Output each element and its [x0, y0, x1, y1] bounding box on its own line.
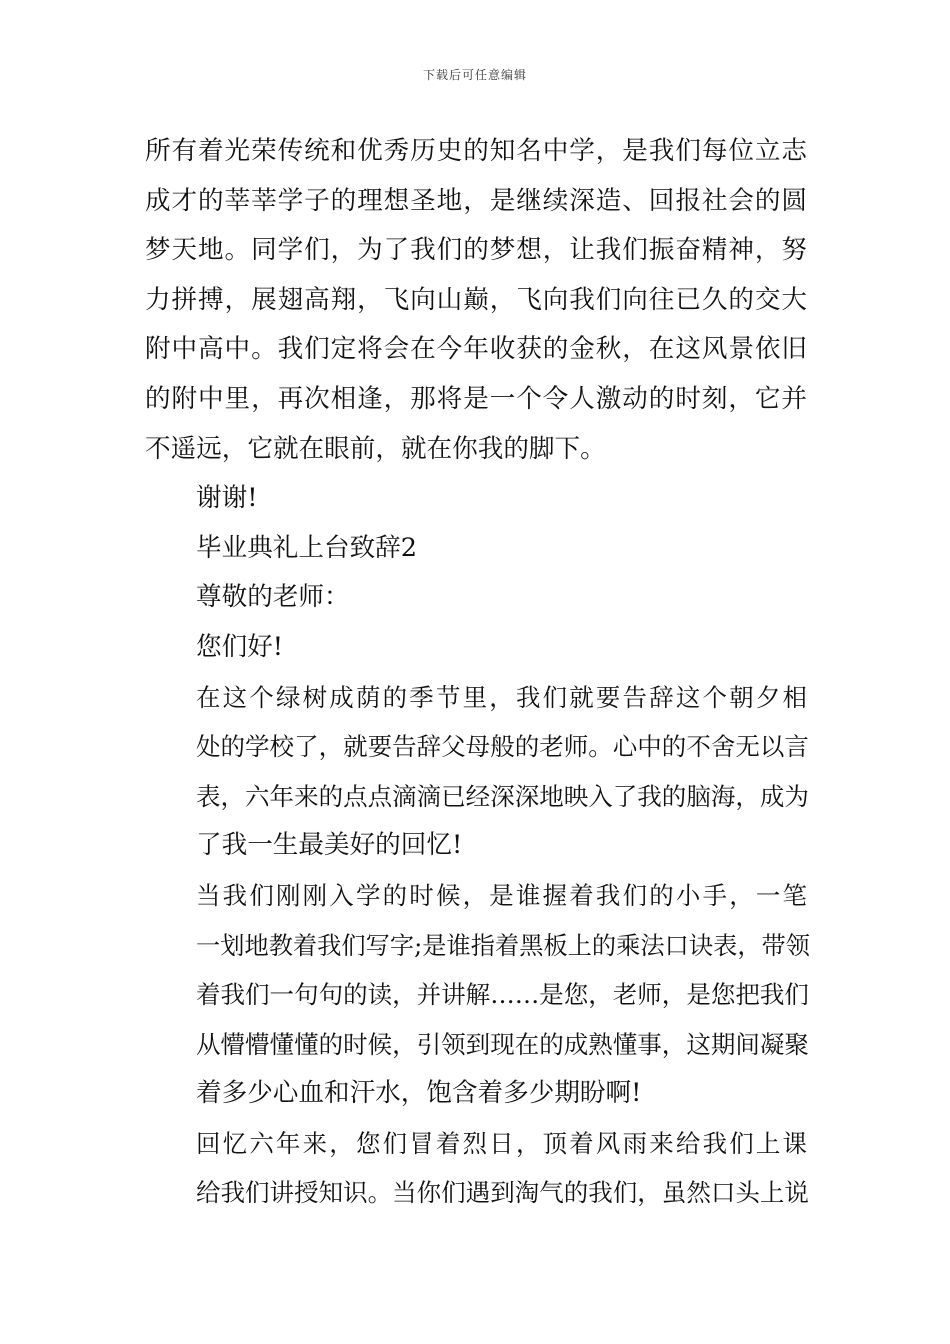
text-line: 附中高中。我们定将会在今年收获的金秋，在这风景依旧 [145, 334, 807, 365]
text-line: 力拼搏，展翅高翔，飞向山巅，飞向我们向往已久的交大 [145, 284, 807, 315]
document-body [145, 127, 811, 1218]
text-line: 给我们讲授知识。当你们遇到淘气的我们，虽然口头上说 [196, 1178, 809, 1208]
text-line: 梦天地。同学们，为了我们的梦想，让我们振奋精神，努 [145, 235, 807, 266]
greeting [145, 623, 807, 673]
text-line: 尊敬的老师： [196, 582, 350, 613]
text-line: 所有着光荣传统和优秀历史的知名中学，是我们每位立志 [145, 136, 807, 166]
page-header-note: 下载后可任意编辑 [422, 68, 527, 82]
paragraph-closing-remarks [145, 127, 807, 474]
text-line: 不遥远，它就在眼前，就在你我的脚下。 [145, 433, 606, 464]
text-line: 成才的莘莘学子的理想圣地，是继续深造、回报社会的圆 [145, 185, 807, 216]
text-line: 毕业典礼上台致辞2 [196, 532, 418, 563]
text-line: 了我一生最美好的回忆! [196, 830, 463, 861]
salutation [145, 573, 807, 623]
text-line: 您们好! [196, 631, 284, 662]
text-line: 着我们一句句的读，并讲解……是您，老师，是您把我们 [196, 980, 809, 1010]
text-line: 的附中里，再次相逢，那将是一个令人激动的时刻，它并 [145, 383, 807, 414]
text-line: 回忆六年来，您们冒着烈日，顶着风雨来给我们上课 [196, 1128, 807, 1158]
text-line: 在这个绿树成荫的季节里，我们就要告辞这个朝夕相 [196, 682, 807, 712]
paragraph-farewell [145, 673, 807, 871]
text-line: 表，六年来的点点滴滴已经深深地映入了我的脑海，成为 [196, 781, 809, 811]
section-heading [145, 524, 807, 574]
text-line: 谢谢! [196, 483, 258, 514]
text-line: 当我们刚刚入学的时候，是谁握着我们的小手，一笔 [196, 880, 807, 910]
text-line: 处的学校了，就要告辞父母般的老师。心中的不舍无以言 [196, 732, 809, 762]
paragraph-memories [145, 871, 811, 1119]
paragraph-recollection [145, 1119, 807, 1218]
text-line: 一划地教着我们写字;是谁指着黑板上的乘法口诀表，带领 [196, 930, 811, 960]
paragraph-thanks [145, 474, 807, 524]
text-line: 从懵懵懂懂的时候，引领到现在的成熟懂事，这期间凝聚 [196, 1029, 809, 1059]
text-line: 着多少心血和汗水，饱含着多少期盼啊! [196, 1078, 642, 1109]
